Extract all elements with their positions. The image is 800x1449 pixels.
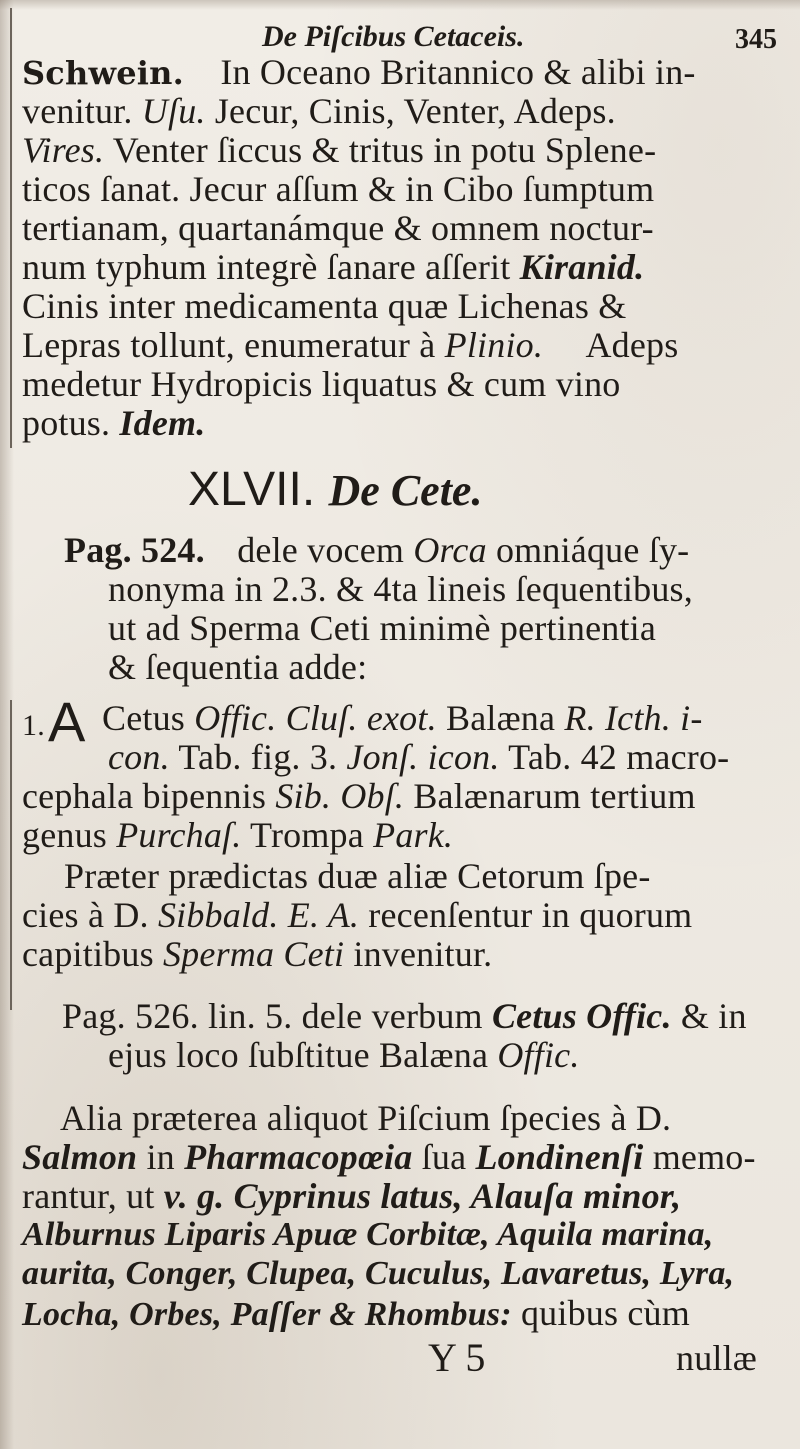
para-term: Cetus Offic. [491,996,672,1036]
entry-headword: Schwein. [22,54,184,92]
para-citation: Sibbald. E. A. [157,895,360,935]
entry-line-6 [22,247,644,287]
para-text: quibus cùm [520,1293,690,1333]
entry-citation: Idem. [119,403,206,443]
item-citation: R. Icth. i- [564,698,703,738]
section-numeral: XLVII. [188,463,316,516]
signature-mark: Y 5 [428,1335,486,1380]
entry-text: Lepras tollunt, enumeratur à [22,325,436,365]
para-term: Sperma Ceti [162,934,345,974]
para-text: omniáque ſy- [495,530,690,570]
para-text: rantur, ut [22,1176,155,1216]
item1-line-4 [22,815,453,855]
item-citation: Purchaſ. [116,815,242,855]
item-text: Tab. fig. 3. [178,737,338,777]
item-citation: Offic. Cluſ. exot. [194,698,437,738]
para-text: ejus loco ſubſtitue Balæna [108,1035,489,1075]
para4-line-4: Alburnus Liparis Apuæ Corbitæ, Aquila marina, [22,1216,714,1253]
entry-line-5: tertianam, quartanámque & omnem noctur- [22,208,654,248]
entry-vires-label: Vires. [22,130,105,170]
para4-line-6 [22,1293,690,1335]
para-species-list: Locha, Orbes, Paſſer & Rhombus: [22,1296,512,1333]
para1-line-4: & ſequentia adde: [108,647,368,687]
margin-rule [10,8,12,448]
item-text: Balænarum tertium [413,776,696,816]
para-text: cies à D. [22,895,149,935]
entry-line-1 [22,52,696,93]
item-citation: Sib. Obſ. [275,776,405,816]
para4-line-3 [22,1176,681,1216]
para-text: memo- [652,1137,756,1177]
page-reference: Pag. 524. [64,530,205,570]
item1-line-1 [102,698,703,738]
para3-line-2 [108,1035,580,1075]
top-edge-shadow [0,0,800,10]
entry-text: Adeps [585,325,679,365]
item1-line-3 [22,776,696,816]
item1-initial: A [48,690,86,753]
para-text: dele vocem [237,530,405,570]
entry-text: venitur. [22,91,133,131]
para4-line-2 [22,1137,756,1177]
para-text: Pag. 526. lin. 5. dele verbum [62,996,483,1036]
section-title: De Cete. [328,466,483,515]
page-number: 345 [735,24,777,55]
entry-citation: Kiranid. [519,247,645,287]
entry-text: num typhum integrè ſanare aſſerit [22,247,511,287]
entry-line-10 [22,403,205,443]
section-heading [188,464,482,517]
para-citation: Pharmacopœia [184,1137,413,1177]
entry-usage-label: Uſu. [141,91,206,131]
item1-number: 1. [22,709,45,742]
item-citation: Park. [373,815,454,855]
para4-line-1: Alia præterea aliquot Piſcium ſpecies à D. [60,1098,672,1138]
item-citation: con. [108,737,170,777]
margin-rule [10,700,12,1010]
entry-line-3 [22,130,656,170]
item-text: Cetus [102,698,186,738]
para1-line-2: nonyma in 2.3. & 4ta lineis ſequentibus, [108,569,693,609]
para-term: Orca [413,530,487,570]
entry-line-4: ticos ſanat. Jecur aſſum & in Cibo ſumptum [22,169,655,209]
item-citation: Jonſ. icon. [346,737,500,777]
para-species-list: v. g. Cyprinus latus, Alauſa minor, [163,1176,682,1216]
item-text: Trompa [250,815,364,855]
item1-line-2 [108,737,729,777]
para-text: & in [680,996,747,1036]
entry-line-2 [22,91,616,131]
para-text: ſua [421,1137,467,1177]
para-term: Offic. [497,1035,580,1075]
item-text: Tab. 42 macro- [508,737,730,777]
entry-citation: Plinio. [444,325,544,365]
para3-line-1 [62,996,747,1036]
para1-line-1 [64,530,689,570]
para-citation: Salmon [22,1137,138,1177]
para-text: in [146,1137,175,1177]
entry-line-7: Cinis inter medicamenta quæ Lichenas & [22,286,627,326]
item-text: cephala bipennis [22,776,267,816]
entry-text: In Oceano Britannico & alibi in- [220,52,696,92]
entry-line-8 [22,325,678,365]
entry-text: Jecur, Cinis, Venter, Adeps. [214,91,616,131]
para1-line-3: ut ad Sperma Ceti minimè pertinentia [108,608,657,648]
para2-line-3 [22,934,492,974]
running-head: De Piſcibus Cetaceis. [262,20,525,53]
entry-text: potus. [22,403,111,443]
item-text: Balæna [445,698,556,738]
item-text: genus [22,815,107,855]
para-text: recenſentur in quorum [368,895,693,935]
para4-line-5: aurita, Conger, Clupea, Cuculus, Lavaretus, Lyra, [22,1255,735,1292]
para-citation: Londinenſi [475,1137,644,1177]
entry-line-9: medetur Hydropicis liquatus & cum vino [22,364,621,404]
para-text: invenitur. [353,934,493,974]
para2-line-2 [22,895,692,935]
para-text: capitibus [22,934,154,974]
para2-line-1: Præter prædictas duæ aliæ Cetorum ſpe- [64,856,651,896]
entry-text: Venter ſiccus & tritus in potu Splene- [112,130,657,170]
catchword: nullæ [676,1338,758,1378]
